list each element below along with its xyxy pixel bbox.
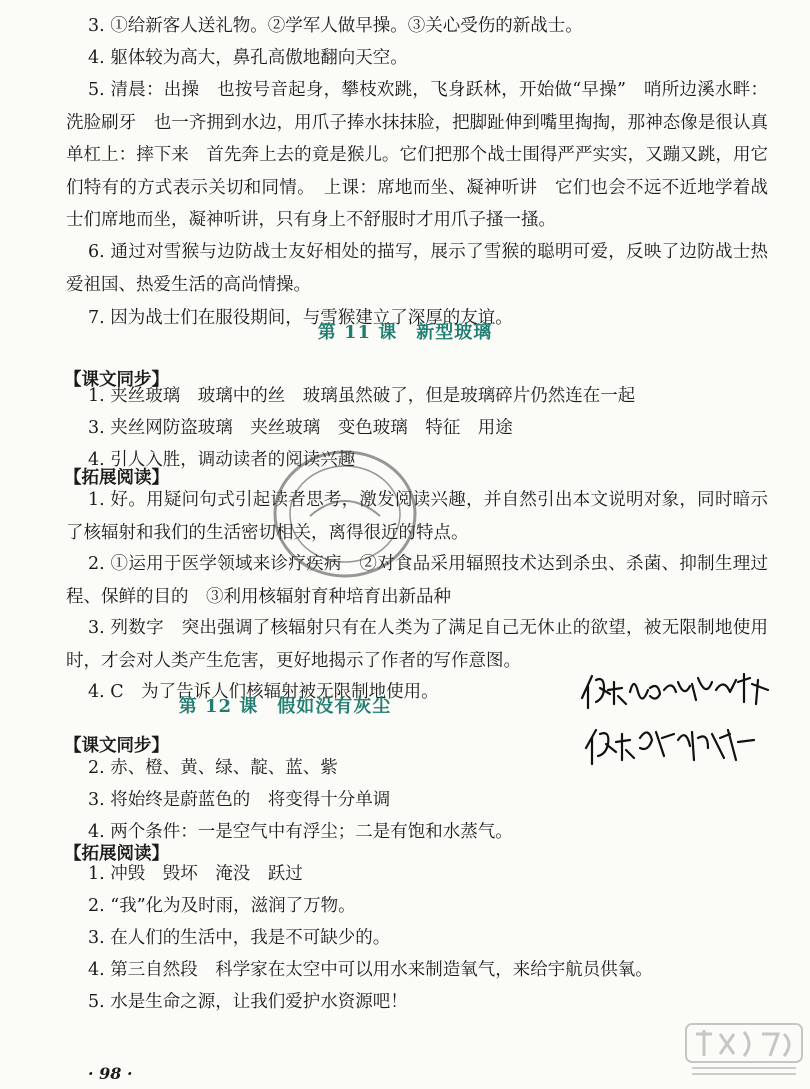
lesson-11-extend-2: 2. ①运用于医学领域来诊疗疾病 ②对食品采用辐照技术达到杀虫、杀菌、抑制生理过程、保鲜的目的 ③利用核辐射育种培育出新品种 <box>66 554 768 607</box>
handwritten-signature <box>578 668 778 778</box>
answer-line-7: 7. 因为战士们在服役期间，与雪猴建立了深厚的友谊。 <box>88 308 513 328</box>
lesson-12-extend-4: 4. 第三自然段 科学家在太空中可以用水来制造氧气，来给宇航员供氧。 <box>88 960 653 980</box>
lesson-11-extend-tag: 【拓展阅读】 <box>64 468 169 488</box>
answer-line-6: 6. 通过对雪猴与边防战士友好相处的描写，展示了雪猴的聪明可爱，反映了边防战士热爱祖国、热爱生活的高尚情操。 <box>66 242 768 295</box>
lesson-11-title: 第 11 课 新型玻璃 <box>317 322 493 343</box>
lesson-12-sync-tag: 【课文同步】 <box>64 736 169 756</box>
lesson-12-extend-tag: 【拓展阅读】 <box>64 844 169 864</box>
lesson-12-extend-5: 5. 水是生命之源，让我们爱护水资源吧！ <box>88 992 408 1012</box>
lesson-11-sync-3: 3. 夹丝网防盗玻璃 夹丝玻璃 变色玻璃 特征 用途 <box>88 418 513 438</box>
lesson-12-extend-3: 3. 在人们的生活中，我是不可缺少的。 <box>88 928 391 948</box>
page-number: · 98 · <box>88 1064 133 1083</box>
lesson-12-extend-2: 2. “我”化为及时雨，滋润了万物。 <box>88 896 356 916</box>
lesson-11-sync-tag: 【课文同步】 <box>64 370 169 390</box>
answer-line-3: 3. ①给新客人送礼物。②学军人做早操。③关心受伤的新战士。 <box>88 16 583 36</box>
lesson-11-extend-3: 3. 列数字 突出强调了核辐射只有在人类为了满足自己无休止的欲望，被无限制地使用时，才会对人类产生危害，更好地揭示了作者的写作意图。 <box>66 618 768 671</box>
lesson-12-sync-2: 2. 赤、橙、黄、绿、靛、蓝、紫 <box>88 758 338 778</box>
lesson-12-title: 第 12 课 假如没有灰尘 <box>178 696 392 717</box>
answer-line-4: 4. 躯体较为高大，鼻孔高傲地翻向天空。 <box>88 48 408 68</box>
lesson-12-sync-3: 3. 将始终是蔚蓝色的 将变得十分单调 <box>88 790 391 810</box>
lesson-11-extend-4: 4. C 为了告诉人们核辐射被无限制地使用。 <box>88 682 439 702</box>
answer-line-5: 5. 清晨：出操 也按号音起身，攀枝欢跳，飞身跃林，开始做“早操” 哨所边溪水畔：洗脸刷牙 也一齐拥到水边，用爪子捧水抹抹脸，把脚趾伸到嘴里掏掏，那神态像是很认真 单杠上：摔下来 首先奔上去的竟是猴儿。它们把那个战士围得严严实实，又蹦又跳，用它们特有的方式表示关切和同情。 上课：席地而坐、凝神听讲 它们也会不远不近地学着战士们席地而坐，凝神听讲，只有身上不舒服时才用爪子搔一搔。 <box>66 80 786 230</box>
site-logo-watermark <box>684 1020 804 1080</box>
lesson-11-sync-1: 1. 夹丝玻璃 玻璃中的丝 玻璃虽然破了，但是玻璃碎片仍然连在一起 <box>88 386 636 406</box>
stamp-watermark <box>270 446 420 581</box>
lesson-12-sync-4: 4. 两个条件：一是空气中有浮尘；二是有饱和水蒸气。 <box>88 822 513 842</box>
lesson-11-extend-1: 1. 好。用疑问句式引起读者思考，激发阅读兴趣，并自然引出本文说明对象，同时暗示了核辐射和我们的生活密切相关，离得很近的特点。 <box>66 490 768 543</box>
lesson-11-sync-4: 4. 引人入胜，调动读者的阅读兴趣 <box>88 450 356 470</box>
lesson-12-extend-1: 1. 冲毁 毁坏 淹没 跃过 <box>88 864 303 884</box>
